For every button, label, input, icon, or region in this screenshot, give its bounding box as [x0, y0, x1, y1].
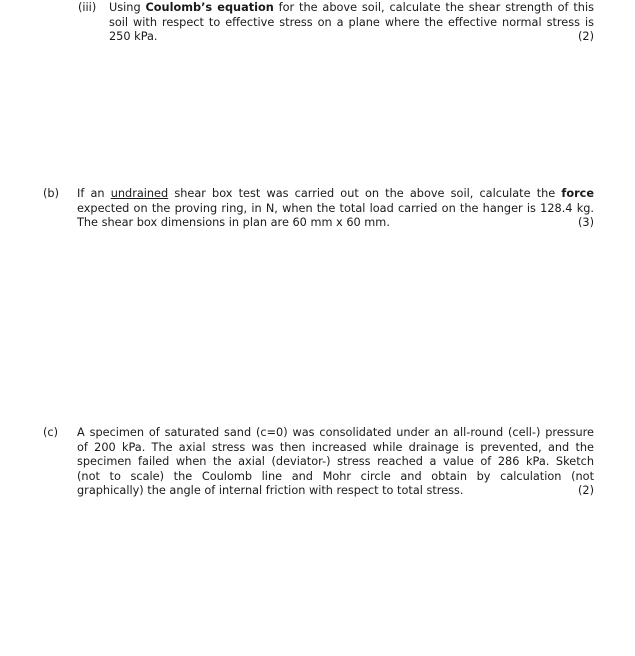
part-c-line-5: graphically) the angle of internal friction with respect to total stress. (2) [77, 484, 594, 498]
part-c-text [77, 426, 594, 499]
part-b-line-3: The shear box dimensions in plan are 60 mm x 60 mm. (3) [77, 216, 594, 230]
part-iii-line-2: soil with respect to effective stress on a plane where the effective normal stress is [109, 15, 594, 29]
part-c-label: (c) [43, 426, 59, 439]
part-iii-line-1: Using Coulomb’s equation for the above soil, calculate the shear strength of this [109, 1, 594, 14]
part-b-label: (b) [43, 187, 59, 200]
part-c-line-4: (not to scale) the Coulomb line and Mohr circle and obtain by calculation (not [77, 469, 594, 483]
question-part-c [43, 426, 594, 511]
part-b-text [77, 187, 594, 231]
force-term: force [561, 187, 595, 200]
part-b-line-2: expected on the proving ring, in N, when the total load carried on the hanger is 128.4 kg. [77, 201, 594, 215]
part-c-line-2: of 200 kPa. The axial stress was then increased while drainage is prevented, and the [77, 440, 594, 454]
part-iii-label: (iii) [78, 1, 97, 14]
coulomb-equation-term: Coulomb’s equation [145, 1, 274, 14]
part-b-line-1: If an undrained shear box test was carried out on the above soil, calculate the force [77, 187, 595, 200]
part-c-line-1: A specimen of saturated sand (c=0) was consolidated under an all-round (cell-) pressure [77, 426, 594, 439]
part-b-marks: (3) [577, 216, 594, 230]
part-iii-line-3: 250 kPa. (2) [109, 30, 594, 44]
question-part-b [43, 187, 594, 237]
part-c-line-3: specimen failed when the axial (deviator-) stress reached a value of 286 kPa. Sketch [77, 455, 594, 469]
undrained-term: undrained [110, 187, 169, 200]
part-iii-text [109, 1, 594, 45]
part-c-marks: (2) [577, 484, 594, 498]
question-part-iii [78, 1, 594, 61]
part-iii-marks: (2) [577, 30, 594, 44]
